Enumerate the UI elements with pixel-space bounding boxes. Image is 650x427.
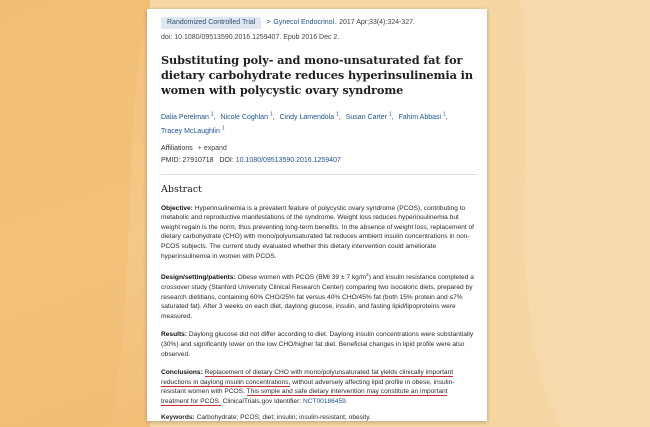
pubmed-article-page (147, 9, 487, 421)
abstract-heading: Abstract (161, 183, 202, 195)
identifiers-row (161, 157, 477, 164)
citation-header (161, 17, 477, 29)
author-link[interactable]: Tracey McLaughlin $^1$ (161, 125, 225, 135)
pmid-label: PMID: (161, 156, 181, 164)
results-label: Results: (161, 331, 188, 339)
pmid-value: 27910718 (182, 156, 214, 164)
keywords-label: Keywords: (161, 413, 195, 421)
expand-affiliations-button[interactable]: + expand (197, 144, 227, 152)
article-title: Substituting poly- and mono-unsaturated fat for dietary carbohydrate reduces hyperinsulinemia in women with polycystic ovary syndrome (161, 53, 473, 97)
conclusions-tail: ClinicalTrials.gov Identifier: (220, 397, 303, 405)
doi-link[interactable]: 10.1080/09513590.2016.1259407 (235, 156, 341, 164)
journal-arrow: > (266, 19, 271, 26)
doi-label: DOI: (219, 156, 234, 164)
highlighted-conclusion-1: Replacement of dietary CHO with mono/polyunsaturated fat yields clinically important reductions in daylong insulin concentrations, (161, 369, 454, 386)
publication-date: 2017 Apr;33(4):324-327. (339, 19, 415, 26)
conclusions-label: Conclusions: (161, 369, 203, 377)
results-text: Daylong glucose did not differ according to diet. Daylong insulin concentrations were substantially (30%) and significantly lower on the low CHO/higher fat diet. Beneficial changes in lipid profile were also observed. (161, 331, 474, 358)
design-label: Design/setting/patients: (161, 274, 236, 282)
abstract-results (161, 330, 477, 359)
doi-epub-line: doi: 10.1080/09513590.2016.1259407. Epub 2016 Dec 2. (161, 34, 340, 41)
section-divider (161, 174, 477, 175)
trial-identifier-link[interactable]: NCT00186459 (302, 397, 346, 405)
abstract-objective (161, 204, 477, 262)
design-text-b: ) and insulin resistance completed a crossover study (Stanford University Clinical Research Center) comparing two isocaloric diets, prepared by research dietitians, containing 60% CHO/25% fat versus 40% CHO/45% fat (both 15% protein and ≤7% saturated fat). After 3 weeks on each diet, daylong glucose, insulin, and fasting lipid/lipoproteins were measured. (161, 274, 474, 320)
affiliations-label: Affiliations (161, 144, 193, 152)
keywords-text: Carbohydrate; PCOS; diet; insulin; insulin-resistant; obesity. (196, 413, 371, 421)
author-link[interactable]: Cindy Lamendola $^1$ (279, 112, 339, 122)
design-superscript: 2 (366, 272, 369, 278)
author-list: Dalia Perelman $^1$, Nicole Coghlan $^1$, Cindy Lamendola $^1$, Susan Carter $^1$, Fahim Abbasi $^1$, Tracey McLaughlin $^1$ (161, 112, 448, 135)
highlighted-conclusion-2: This simple and safe dietary intervention may constitute an important treatment for PCOS. (161, 388, 448, 405)
conclusions-end: . (345, 397, 348, 405)
abstract-conclusions (161, 368, 477, 406)
conclusions-middle: without adversely affecting lipid profile in obese, insulin-resistant women with PCOS. (161, 378, 455, 396)
author-link[interactable]: Dalia Perelman $^1$ (161, 112, 214, 122)
abstract-design (161, 270, 477, 321)
design-text-a: Obese women with PCOS (BMI 39 ± 7 kg/m (237, 274, 367, 282)
objective-text: Hyperinsulinemia is a prevalent feature of polycystic ovary syndrome (PCOS), contributing to metabolic and reproductive manifestations of the syndrome. Weight loss reduces hyperinsulinemia but weight regain is the norm, thus preventing long-term benefits. In the absence of weight loss, replacement of dietary carbohydrate (CHO) with mono/polyunsaturated fat reduces ambient insulin concentrations in non-PCOS subjects. The current study evaluated whether this dietary intervention could ameliorate hyperinsulinemia in women with PCOS. (161, 204, 475, 260)
journal-link[interactable]: Gynecol Endocrinol. (273, 19, 337, 26)
author-link[interactable]: Susan Carter $^1$ (345, 112, 392, 122)
keywords-row (161, 413, 477, 421)
author-link[interactable]: Fahim Abbasi $^1$ (398, 112, 446, 122)
affiliations-row (161, 145, 477, 152)
author-link[interactable]: Nicole Coghlan $^1$ (220, 112, 273, 122)
objective-label: Objective: (161, 204, 193, 212)
article-type-badge: Randomized Controlled Trial (161, 17, 261, 29)
